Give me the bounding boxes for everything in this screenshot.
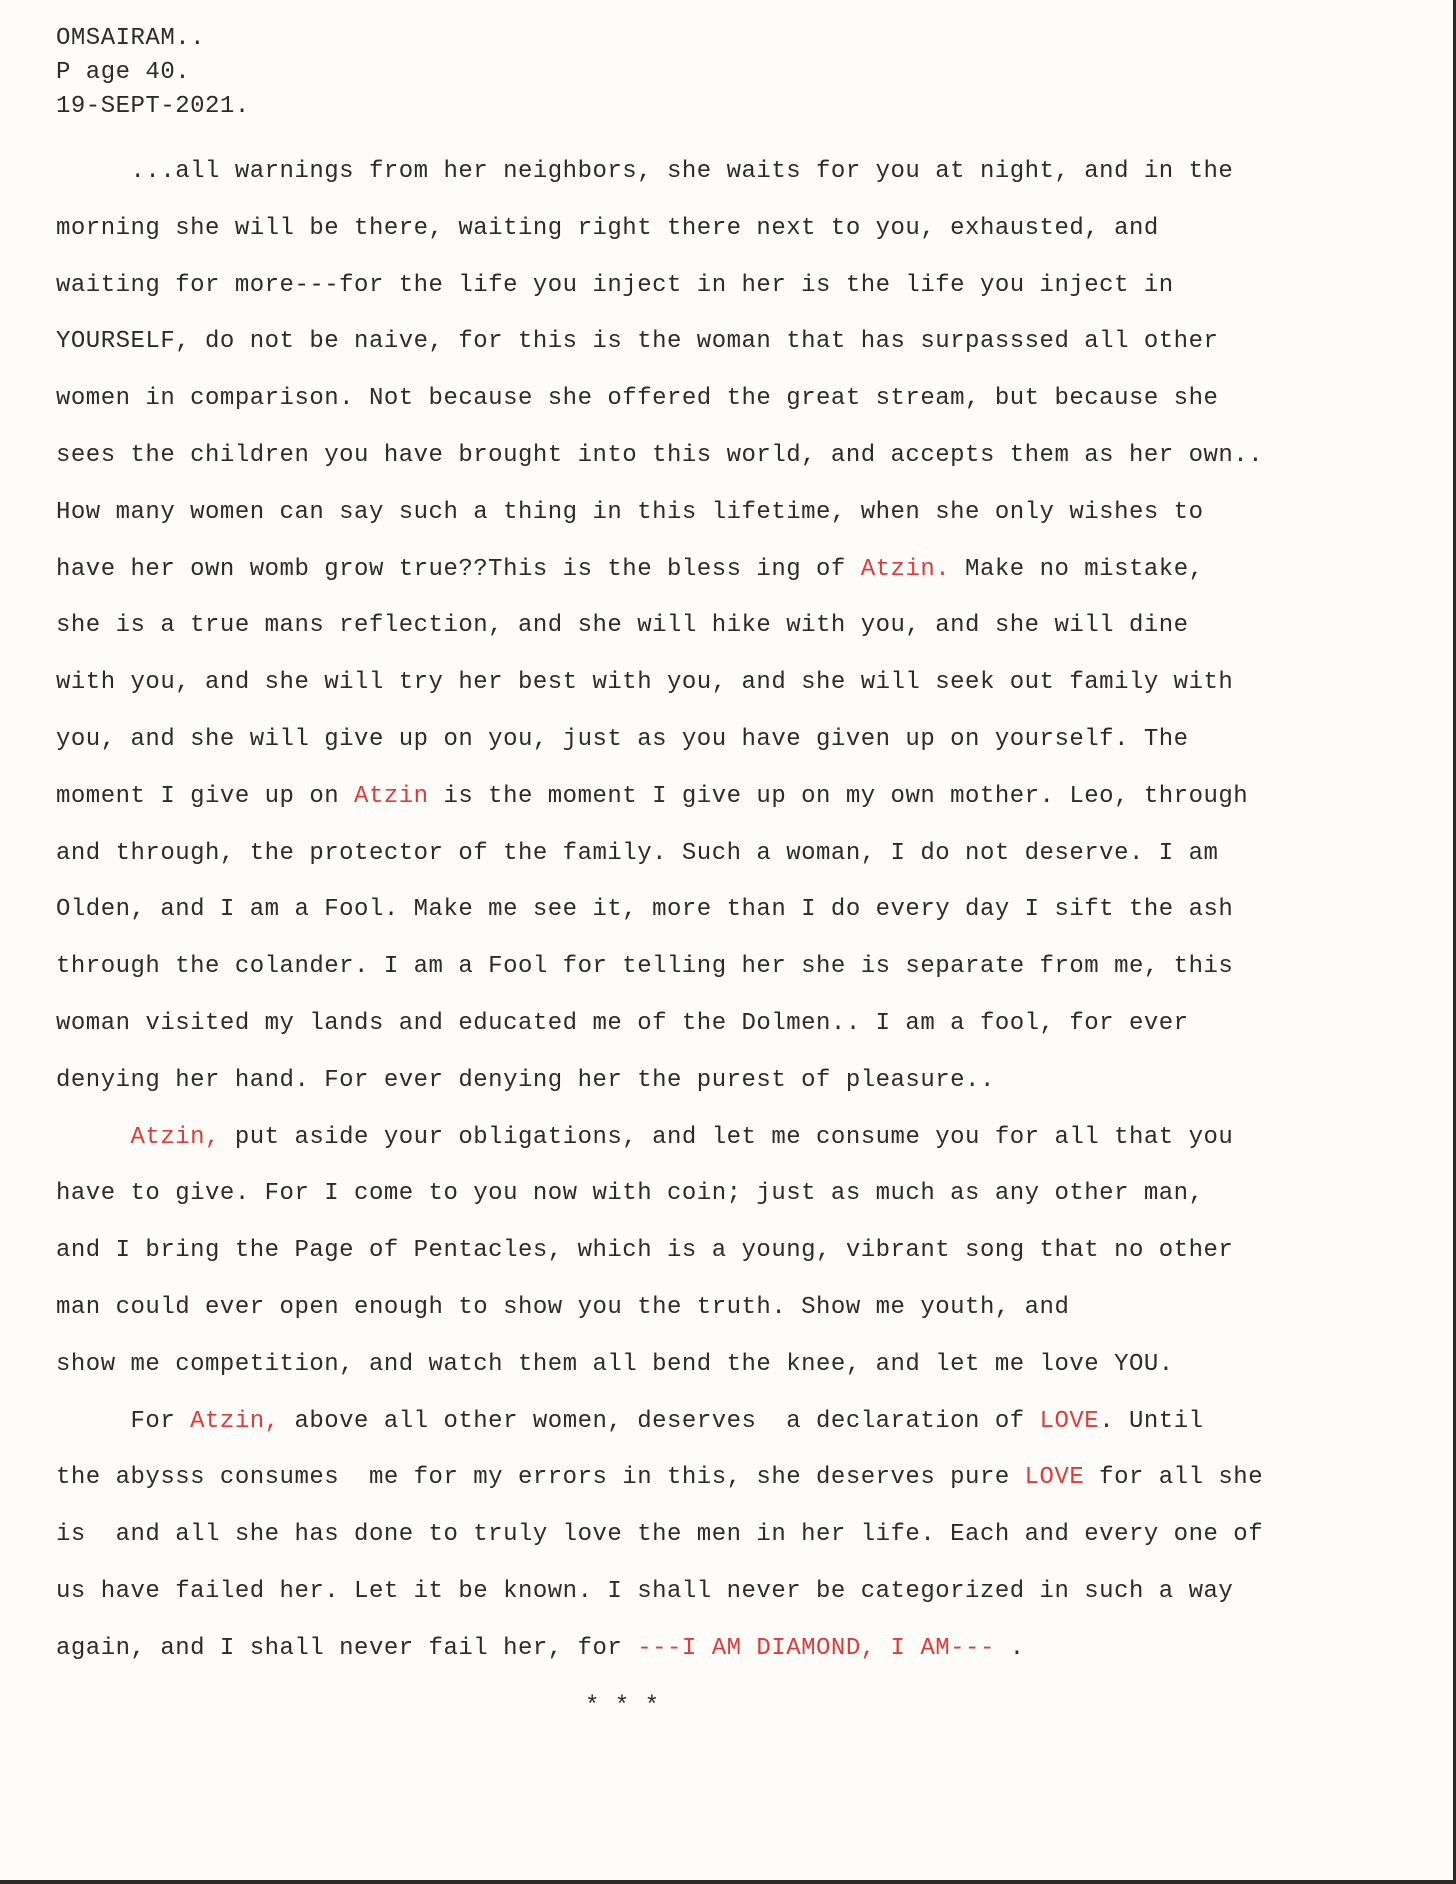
red-ink-text: Atzin, <box>130 1123 220 1151</box>
line-text: she is a true mans reflection, and she will hike with you, and she will dine <box>56 612 1189 640</box>
line-text: for all she <box>1084 1464 1264 1492</box>
line-text: Make no mistake, <box>950 555 1204 583</box>
line-text: woman visited my lands and educated me of the Dolmen.. I am a fool, for ever <box>56 1009 1189 1037</box>
text-line <box>56 723 1426 780</box>
line-text <box>56 1124 131 1151</box>
text-line <box>56 1575 1426 1632</box>
text-line <box>56 496 1426 553</box>
text-line <box>56 950 1426 1007</box>
line-text: For <box>56 1407 191 1435</box>
text-line <box>56 269 1426 326</box>
text-line <box>56 325 1426 382</box>
red-ink-text: Atzin, <box>190 1407 280 1435</box>
line-text: the abysss consumes me for my errors in this, she deserves pure <box>56 1464 1025 1492</box>
red-ink-text: LOVE <box>1024 1464 1085 1492</box>
line-text: is and all she has done to truly love the men in her life. Each and every one of <box>56 1521 1264 1549</box>
header-greeting: OMSAIRAM.. <box>56 25 206 52</box>
line-text: and I bring the Page of Pentacles, which is a young, vibrant song that no other <box>56 1237 1234 1265</box>
text-line <box>56 893 1426 950</box>
header-page-number: P age 40. <box>56 59 191 86</box>
line-text: have her own womb grow true??This is the bless ing of <box>56 555 861 583</box>
red-ink-text: Atzin <box>354 782 429 810</box>
text-line <box>56 155 1426 212</box>
line-text: morning she will be there, waiting right there next to you, exhausted, and <box>56 214 1159 242</box>
line-text: Olden, and I am a Fool. Make me see it, more than I do every day I sift the ash <box>56 896 1234 924</box>
line-text: women in comparison. Not because she offered the great stream, but because she <box>56 385 1219 413</box>
text-line <box>56 1405 1426 1462</box>
line-text: and through, the protector of the family. Such a woman, I do not deserve. I am <box>56 839 1219 867</box>
line-text: you, and she will give up on you, just as you have given up on yourself. The <box>56 725 1189 753</box>
line-text: put aside your obligations, and let me consume you for all that you <box>219 1123 1234 1151</box>
line-text: through the colander. I am a Fool for telling her she is separate from me, this <box>56 953 1234 981</box>
red-ink-text: LOVE <box>1039 1407 1100 1435</box>
text-line <box>56 666 1426 723</box>
text-line <box>56 1461 1426 1518</box>
text-line <box>56 1518 1426 1575</box>
text-line <box>56 382 1426 439</box>
line-text: denying her hand. For ever denying her the purest of pleasure.. <box>56 1066 995 1094</box>
line-text: show me competition, and watch them all bend the knee, and let me love YOU. <box>56 1350 1174 1378</box>
line-text: YOURSELF, do not be naive, for this is the woman that has surpasssed all other <box>56 328 1219 356</box>
text-line <box>56 1064 1426 1121</box>
line-text: man could ever open enough to show you the truth. Show me youth, and <box>56 1293 1070 1321</box>
line-text: . Until <box>1099 1407 1204 1435</box>
text-line <box>56 439 1426 496</box>
red-ink-text: ---I AM DIAMOND, I AM--- <box>637 1634 995 1662</box>
red-ink-text: Atzin. <box>860 555 951 583</box>
line-text: us have failed her. Let it be known. I shall never be categorized in such a way <box>56 1577 1234 1605</box>
line-text: above all other women, deserves a declaration of <box>279 1407 1040 1435</box>
line-text: . <box>994 1634 1025 1662</box>
text-line <box>56 553 1426 610</box>
line-text: have to give. For I come to you now with coin; just as much as any other man, <box>56 1180 1204 1208</box>
line-text: again, and I shall never fail her, for <box>56 1634 638 1662</box>
text-line <box>56 1007 1426 1064</box>
line-text: How many women can say such a thing in this lifetime, when she only wishes to <box>56 498 1204 526</box>
text-line <box>56 1234 1426 1291</box>
line-text: is the moment I give up on my own mother. Leo, through <box>428 782 1249 810</box>
end-mark: * * * <box>585 1693 660 1720</box>
line-text: sees the children you have brought into this world, and accepts them as her own.. <box>56 441 1264 469</box>
line-text: moment I give up on <box>56 782 355 810</box>
text-line <box>56 1348 1426 1405</box>
page-header <box>56 22 250 124</box>
line-text: with you, and she will try her best with you, and she will seek out family with <box>56 669 1234 697</box>
text-line <box>56 609 1426 666</box>
text-line <box>56 837 1426 894</box>
body-text <box>56 155 1426 1689</box>
line-text: waiting for more---for the life you inject in her is the life you inject in <box>56 271 1174 299</box>
text-line <box>56 1121 1426 1178</box>
text-line <box>56 780 1426 837</box>
line-text: ...all warnings from her neighbors, she waits for you at night, and in the <box>56 158 1234 185</box>
text-line <box>56 1177 1426 1234</box>
text-line <box>56 1632 1426 1689</box>
text-line <box>56 1291 1426 1348</box>
text-line <box>56 212 1426 269</box>
header-date: 19-SEPT-2021. <box>56 93 250 120</box>
